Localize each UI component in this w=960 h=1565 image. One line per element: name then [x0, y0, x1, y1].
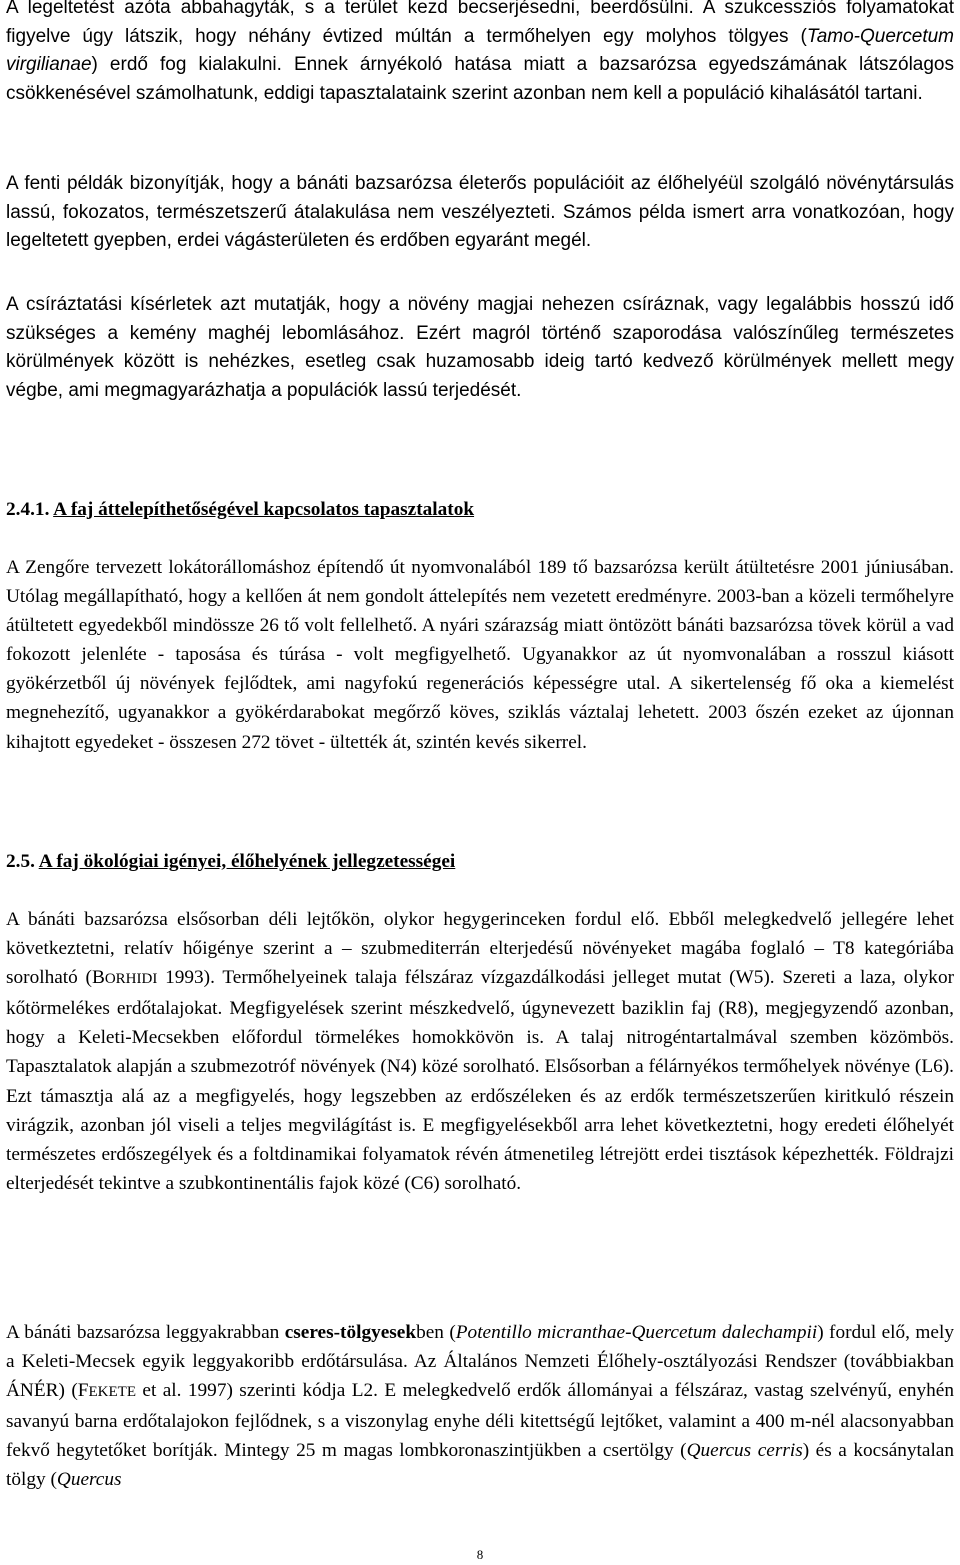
section-number: 2.4.1. — [6, 499, 54, 520]
section-heading-2-5 — [6, 847, 455, 876]
section-title: A faj ökológiai igényei, élőhelyének jellegzetességei — [38, 851, 456, 872]
citation-author-initial: B — [91, 967, 105, 989]
paragraph-6-text-a: A bánáti bazsarózsa leggyakrabban — [6, 1322, 285, 1343]
paragraph-4: A Zengőre tervezett lokátorállomáshoz építendő út nyomvonalából 189 tő bazsarózsa került átültetésre 2001 júniusában. Utólag megállapítható, hogy a kellően át nem gondolt áttelepítés nem vezetett eredményre. 2003-ban a közeli termőhelyre átültetett egyedekből mindössze 26 tő volt fellelhető. A nyári szárazság miatt öntözött bánáti bazsarózsa tövek körül a vad fokozott jelenléte - taposása és túrása - volt megfigyelhető. Ugyanakkor az út nyomvonalában a rosszul kiásott gyökérzetből új növények fejlődtek, ami nagyfokú regenerációs képességre utal. A sikertelenség fő oka a kiemelést megnehezítő, ugyanakkor a gyökérdarabokat megőrző köves, sziklás váztalaj lehetett. 2003 őszén ezeket az újonnan kihajtott egyedeket - összesen 272 tövet - ültették át, szintén kevés sikerrel. — [6, 557, 954, 753]
paragraph-6-text-d: et al. 1997) szerinti kódja L2. E melegkedvelő erdők állományai a félszáraz, vastag szelvényű, enyhén savanyú barna erdőtalajokon fejlődnek, s a viszonylag enyhe déli kitettségű lejtőket, valamint a 400 m-nél alacsonyabban fekvő hegytetőket borítják. Mintegy 25 m magas lombkoronaszintjükben a csertölgy ( — [6, 1380, 954, 1462]
paragraph-6-text-e: ) és a kocsánytalan tölgy ( — [6, 1440, 955, 1491]
paragraph-6-text-b: ben ( — [416, 1322, 456, 1343]
paragraph-1-text-b: ) erdő fog kialakulni. Ennek árnyékoló hatása miatt a bazsarózsa egyedszámának látszólagos csökkenésével számolhatunk, eddigi tapasztalataink szerint azonban nem kell a populáció kihalásától tartani. — [6, 54, 954, 104]
paragraph-2: A fenti példák bizonyítják, hogy a bánáti bazsarózsa életerős populációit az élőhelyéül szolgáló növénytársulás lassú, fokozatos, természetszerű átalakulása nem veszélyezteti. Számos példa ismert arra vonatkozóan, hogy legeltetett gyepben, erdei vágásterületen és erdőben egyaránt megél. — [6, 173, 954, 251]
species-name-quercus: Quercus — [56, 1469, 122, 1491]
paragraph-5 — [6, 905, 954, 1198]
paragraph-6 — [6, 1318, 954, 1495]
section-heading-2-4-1 — [6, 495, 474, 524]
habitat-term: cseres-tölgyesek — [284, 1322, 417, 1343]
citation-author-rest: EKETE — [88, 1384, 136, 1401]
citation-author-rest: ORHIDI — [104, 971, 158, 988]
association-name: Potentillo micranthae-Quercetum dalechampii — [455, 1322, 818, 1343]
paragraph-1 — [6, 0, 954, 108]
paragraph-1-text-a: A legeltetést azóta abbahagyták, s a terület kezd becserjésedni, beerdősülni. A szukcessziós folyamatokat figyelve úgy látszik, hogy néhány évtized múltán a termőhelyen egy molyhos tölgyes ( — [6, 0, 954, 47]
paragraph-3: A csíráztatási kísérletek azt mutatják, hogy a növény magjai nehezen csíráznak, vagy legalábbis hosszú idő szükséges a kemény maghéj lebomlásához. Ezért magról történő szaporodása valószínűleg természetes körülmények között is nehézkes, esetleg csak huzamosabb ideig tartó kedvező körülmények mellett megy végbe, ami megmagyarázhatja a populációk lassú terjedését. — [6, 294, 954, 401]
section-number: 2.5. — [6, 851, 39, 872]
paragraph-5-text-a: A bánáti bazsarózsa elsősorban déli lejtőkön, olykor hegygerinceken fordul elő. Ebből melegkedvelő jellegére lehet következtetni, relatív hőigénye szerint a – szubmediterrán elterjedésű növényeket magába foglaló – T8 kategóriába sorolható ( — [6, 909, 954, 989]
page-number: 8 — [476, 1547, 484, 1562]
species-name: Tamo-Quercetum virgilianae — [6, 25, 954, 75]
section-title: A faj áttelepíthetőségével kapcsolatos tapasztalatok — [53, 499, 475, 520]
citation-author-initial: F — [77, 1380, 89, 1402]
species-name-cerris: Quercus cerris — [686, 1440, 803, 1462]
paragraph-5-text-b: 1993). Termőhelyeinek talaja félszáraz vízgazdálkodási jelleget mutat (W5). Szereti a laza, olykor kőtörmelékes erdőtalajokat. Megfigyelések szerint mészkedvelő, úgynevezett baziklin faj (R8), megjegyzendő azonban, hogy a Keleti-Mecsekben előfordul törmelékes homokkövön is. A talaj nitrogéntartalmával szemben közömbös. Tapasztalatok alapján a szubmezotróf növények (N4) közé sorolható. Elsősorban a félárnyékos termőhelyek növénye (L6). Ezt támasztja alá az a megfigyelés, hogy legszebben az erdőszéleken és az erdők természetszerűen kiritkuló részein virágzik, azonban jól viseli a teljes megvilágítást is. E megfigyelésekből arra lehet következtetni, hogy eredeti élőhelyét természetes erdőszegélyek és a foltdinamikai folyamatok révén átmenetileg létrejött erdei tisztások képezhették. Földrajzi elterjedését tekintve a szubkontinentális fajok közé (C6) sorolható. — [6, 967, 955, 1194]
paragraph-6-text-c: ) fordul elő, mely a Keleti-Mecsek egyik leggyakoribb erdőtársulása. Az Általános Nemzeti Élőhely-osztályozási Rendszer (továbbiakban ÁNÉR) ( — [6, 1322, 954, 1402]
